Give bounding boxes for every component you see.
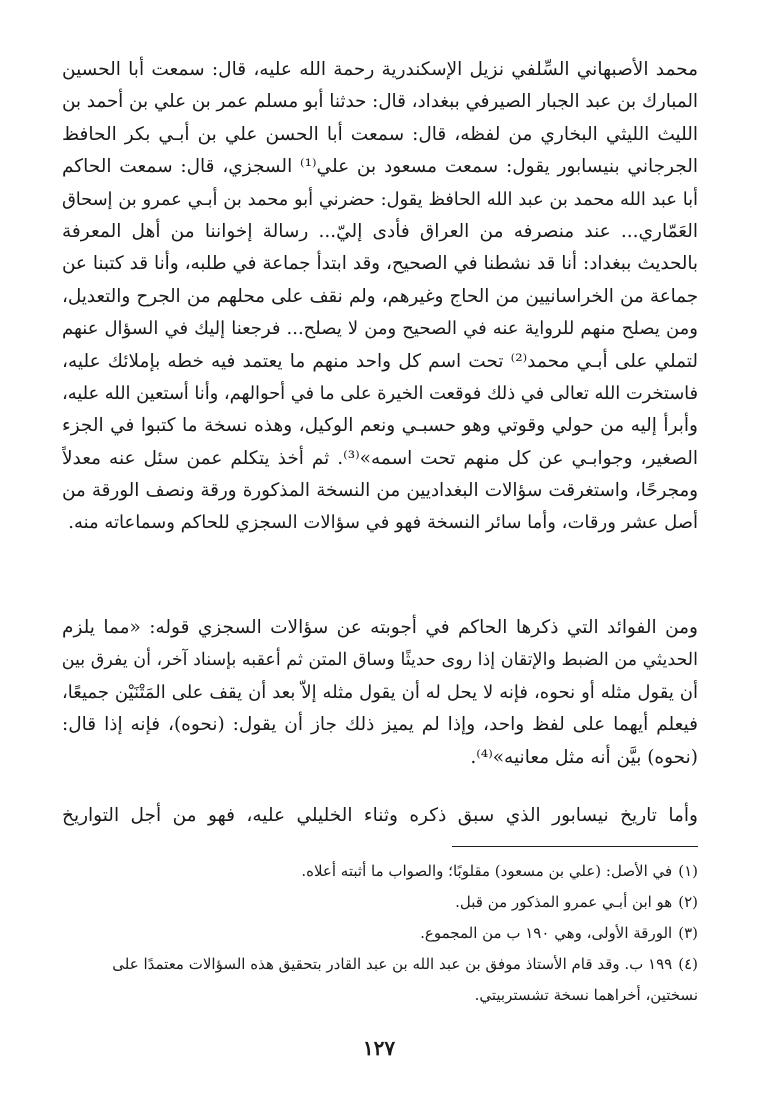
footnote-text: في الأصل: (علي بن مسعود) مقلوبًا؛ والصواب ما أثبته أعلاه. <box>301 862 673 880</box>
text-line: (نحوه) بيَّن أنه مثل معانيه»⁽⁴⁾. <box>470 746 698 768</box>
footnote-number: (٢) <box>678 893 698 911</box>
footnote-1 <box>62 856 698 887</box>
text-line: ومن يصلح منهم للرواية عنه في الصحيح ومن لا يصلح... فرجعنا إليك في السؤال عنهم <box>62 318 698 340</box>
footnote-number: (١) <box>678 862 698 880</box>
footnote-text: هو ابن أبـي عمرو المذكور من قبل. <box>455 893 673 911</box>
text-line: الحديثي من الضبط والإتقان إذا روى حديثًا وساق المتن ثم أعقبه بإسناد آخر، أن يفرق بين <box>62 650 698 671</box>
footnote-4 <box>62 949 698 980</box>
text-line: الليث الليثي البخاري من لفظه، قال: سمعت أبا الحسن علي بن أبـي بكر الحافظ <box>62 123 698 145</box>
text-line: ومجرحًا، واستغرقت سؤالات البغداديين من النسخة المذكورة ورقة ونصف الورقة من <box>62 480 698 502</box>
text-line: أصل عشر ورقات، وأما سائر النسخة فهو في سؤالات السجزي للحاكم وسماعاته منه. <box>68 512 698 534</box>
footnote-number: (٣) <box>678 924 698 942</box>
footnotes <box>62 856 698 1011</box>
text-line: وأما تاريخ نيسابور الذي سبق ذكره وثناء الخليلي عليه، فهو من أجل التواريخ <box>62 805 698 826</box>
footnote-text: الورقة الأولى، وهي ١٩٠ ب من المجموع. <box>420 924 673 942</box>
main-paragraph-2 <box>62 612 698 774</box>
text-line: فيعلم أيهما على لفظ واحد، وإذا لم يميز ذلك جاز أن يقول: (نحوه)، فإنه إذا قال: <box>62 714 698 736</box>
main-paragraph-1 <box>62 54 698 540</box>
footnote-4-continuation: نسختين، أخراهما نسخة تشستربيتي. <box>474 986 698 1004</box>
footnote-number: (٤) <box>678 955 698 973</box>
text-line: لتملي على أبـي محمد⁽²⁾ تحت اسم كل واحد منهم ما يعتمد فيه خطه بإملائك عليه، <box>62 350 698 372</box>
main-paragraph-3 <box>62 800 698 832</box>
text-line: العَمّاري... عند منصرفه من العراق فأدى إليّ... رسالة إخواننا من أهل المعرفة <box>62 220 698 242</box>
footnote-separator <box>452 846 698 847</box>
text-line: محمد الأصبهاني السِّلفي نزيل الإسكندرية رحمة الله عليه، قال: سمعت أبا الحسين <box>62 59 698 80</box>
footnote-2 <box>62 887 698 918</box>
text-line: أن يقول مثله أو نحوه، فإنه لا يحل له أن يقول مثله إلاّ بعد أن يقف على المَتْنَيْن جميعًا، <box>62 681 698 703</box>
text-line: الجرجاني بنيسابور يقول: سمعت مسعود بن علي⁽¹⁾ السجزي، قال: سمعت الحاكم <box>62 156 698 178</box>
text-line: جماعة من الخراسانيين من الحاج وغيرهم، ولم نقف على محلهم من الجرح والتعديل، <box>62 285 698 307</box>
text-line: المبارك بن عبد الجبار الصيرفي ببغداد، قال: حدثنا أبو مسلم عمر بن علي بن أحمد بن <box>62 91 698 113</box>
footnote-text: ١٩٩ ب. وقد قام الأستاذ موفق بن عبد الله بن عبد القادر بتحقيق هذه السؤالات معتمدًا على <box>112 955 673 973</box>
text-line: بالحديث ببغداد: أنا قد نشطنا في الصحيح، وقد ابتدأ جماعة في طلبه، وأنا قد كتبنا عن <box>62 253 698 275</box>
text-line: وأبرأ إليه من حولي وقوتي وهو حسبـي ونعم الوكيل، وهذه نسخة ما كتبوا في الجزء <box>62 415 698 437</box>
page-number: ١٢٧ <box>362 1036 396 1060</box>
text-line: أبا عبد الله محمد بن عبد الله الحافظ يقول: حضرني أبو محمد بن أبـي عمرو بن إسحاق <box>62 189 698 210</box>
text-line: فاستخرت الله تعالى في ذلك فوقعت الخيرة على ما في أحوالهم، وأنا أستعين الله عليه، <box>62 383 698 404</box>
text-line: ومن الفوائد التي ذكرها الحاكم في أجوبته عن سؤالات السجزي قوله: «مما يلزم <box>62 617 698 638</box>
text-line: الصغير، وجوابـي عن كل منهم تحت اسمه»⁽³⁾. ثم أخذ يتكلم عمن سئل عنه معدلاً <box>62 447 698 469</box>
footnote-3 <box>62 918 698 949</box>
